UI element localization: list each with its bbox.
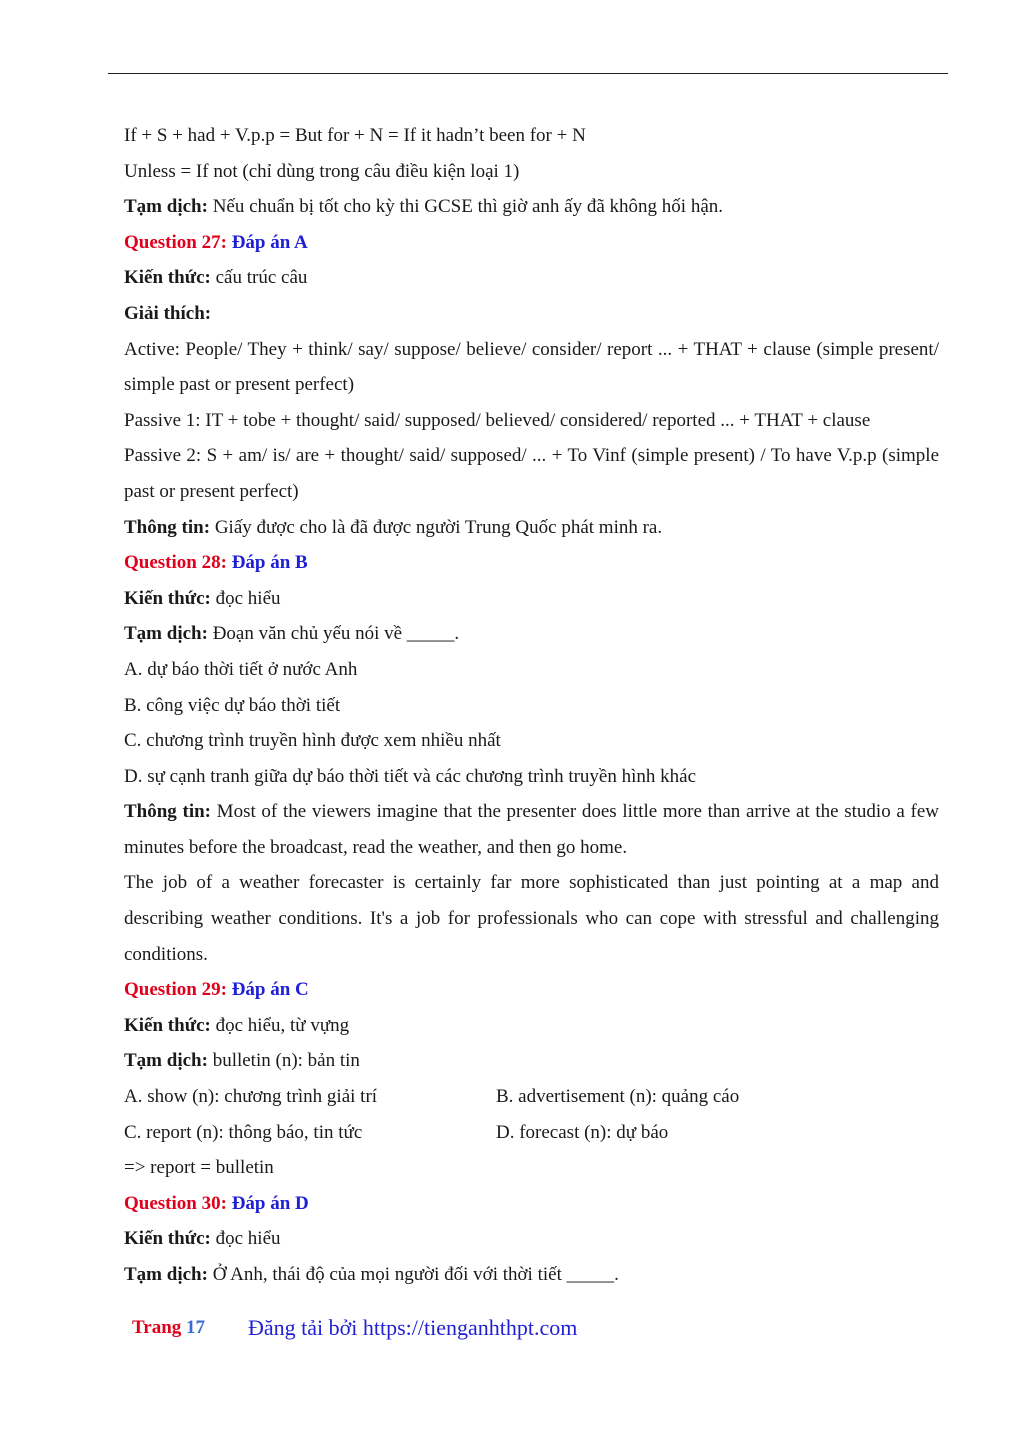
question-28-heading xyxy=(124,545,939,581)
question-27-heading xyxy=(124,225,939,261)
knowledge-label: Kiến thức: xyxy=(124,1228,211,1250)
q29-option-b: B. advertisement (n): quảng cáo xyxy=(496,1086,740,1108)
page-number xyxy=(132,1317,205,1339)
q28-option-c: C. chương trình truyền hình được xem nhiều nhất xyxy=(124,730,501,752)
q28-option-a: A. dự báo thời tiết ở nước Anh xyxy=(124,658,358,680)
page-label: Trang xyxy=(132,1317,182,1338)
q28-knowledge xyxy=(124,581,939,617)
question-28-label: Question 28: xyxy=(124,552,227,574)
knowledge-text: cấu trúc câu xyxy=(210,267,308,289)
q28-translation xyxy=(124,616,939,652)
translation-label: Tạm dịch: xyxy=(124,623,208,645)
page-footer xyxy=(0,1313,1024,1353)
formula-line: If + S + had + V.p.p = But for + N = If it hadn’t been for + N xyxy=(124,125,586,146)
q29-options-row-2 xyxy=(124,1115,939,1151)
info-text: Giấy được cho là đã được người Trung Quốc phát minh ra. xyxy=(210,516,663,538)
translation-label: Tạm dịch: xyxy=(124,1050,208,1072)
question-29-label: Question 29: xyxy=(124,979,227,1001)
question-30-label: Question 30: xyxy=(124,1192,227,1214)
q27-passive-1: Passive 1: IT + tobe + thought/ said/ supposed/ believed/ considered/ reported ... + THAT + clause xyxy=(124,409,871,431)
q27-passive-2: Passive 2: S + am/ is/ are + thought/ said/ supposed/ ... + To Vinf (simple present) / To have V.p.p (simple past or present perfect) xyxy=(124,445,939,502)
translation-label: Tạm dịch: xyxy=(124,196,208,218)
translation-text: Ở Anh, thái độ của mọi người đối với thời tiết _____. xyxy=(207,1264,619,1285)
question-27-label: Question 27: xyxy=(124,231,227,253)
question-30-heading xyxy=(124,1186,939,1222)
translation-text: bulletin (n): bản tin xyxy=(207,1050,360,1072)
knowledge-text: đọc hiểu, từ vựng xyxy=(210,1014,350,1036)
q27-info xyxy=(124,510,939,546)
translation-line xyxy=(124,189,939,225)
page-content xyxy=(124,118,939,1293)
question-28-answer: Đáp án B xyxy=(231,552,308,574)
q30-translation xyxy=(124,1257,939,1293)
question-27-answer: Đáp án A xyxy=(231,231,308,253)
q28-info xyxy=(124,794,939,865)
knowledge-label: Kiến thức: xyxy=(124,267,211,289)
q29-knowledge xyxy=(124,1008,939,1044)
q28-option-d: D. sự cạnh tranh giữa dự báo thời tiết và các chương trình truyền hình khác xyxy=(124,765,697,787)
question-29-heading xyxy=(124,972,939,1008)
translation-text: Nếu chuẩn bị tốt cho kỳ thi GCSE thì giờ anh ấy đã không hối hận. xyxy=(207,196,723,218)
question-29-answer: Đáp án C xyxy=(231,979,309,1001)
q29-conclusion: => report = bulletin xyxy=(124,1157,274,1179)
knowledge-text: đọc hiểu xyxy=(210,1228,281,1250)
translation-text: Đoạn văn chủ yếu nói về _____. xyxy=(207,623,460,645)
q29-options-row-1 xyxy=(124,1079,939,1115)
q30-knowledge xyxy=(124,1221,939,1257)
translation-label: Tạm dịch: xyxy=(124,1264,208,1285)
q27-explanation-label: Giải thích: xyxy=(124,302,212,324)
info-label: Thông tin: xyxy=(124,801,211,823)
info-label: Thông tin: xyxy=(124,516,211,538)
page-number-value: 17 xyxy=(186,1317,206,1338)
q29-option-a: A. show (n): chương trình giải trí xyxy=(124,1086,378,1108)
q29-translation xyxy=(124,1043,939,1079)
q29-option-d: D. forecast (n): dự báo xyxy=(496,1121,669,1143)
info-text: Most of the viewers imagine that the presenter does little more than arrive at the studio a few minutes before the broadcast, read the weather, and then go home. xyxy=(124,801,939,858)
q27-knowledge xyxy=(124,260,939,296)
unless-line: Unless = If not (chỉ dùng trong câu điều kiện loại 1) xyxy=(124,160,520,182)
question-30-answer: Đáp án D xyxy=(231,1192,309,1214)
header-rule xyxy=(108,73,948,74)
knowledge-text: đọc hiểu xyxy=(210,587,281,609)
q28-paragraph: The job of a weather forecaster is certainly far more sophisticated than just pointing at a map and describing weather conditions. It's a job for professionals who can cope with stressful and challenging conditions. xyxy=(124,872,939,965)
q29-option-c: C. report (n): thông báo, tin tức xyxy=(124,1121,363,1143)
q28-option-b: B. công việc dự báo thời tiết xyxy=(124,694,341,716)
knowledge-label: Kiến thức: xyxy=(124,587,211,609)
q27-active: Active: People/ They + think/ say/ suppose/ believe/ consider/ report ... + THAT + clause (simple present/ simple past or present perfect) xyxy=(124,338,939,396)
uploaded-by-link[interactable]: Đăng tải bởi https://tienganhthpt.com xyxy=(248,1315,578,1340)
knowledge-label: Kiến thức: xyxy=(124,1014,211,1036)
